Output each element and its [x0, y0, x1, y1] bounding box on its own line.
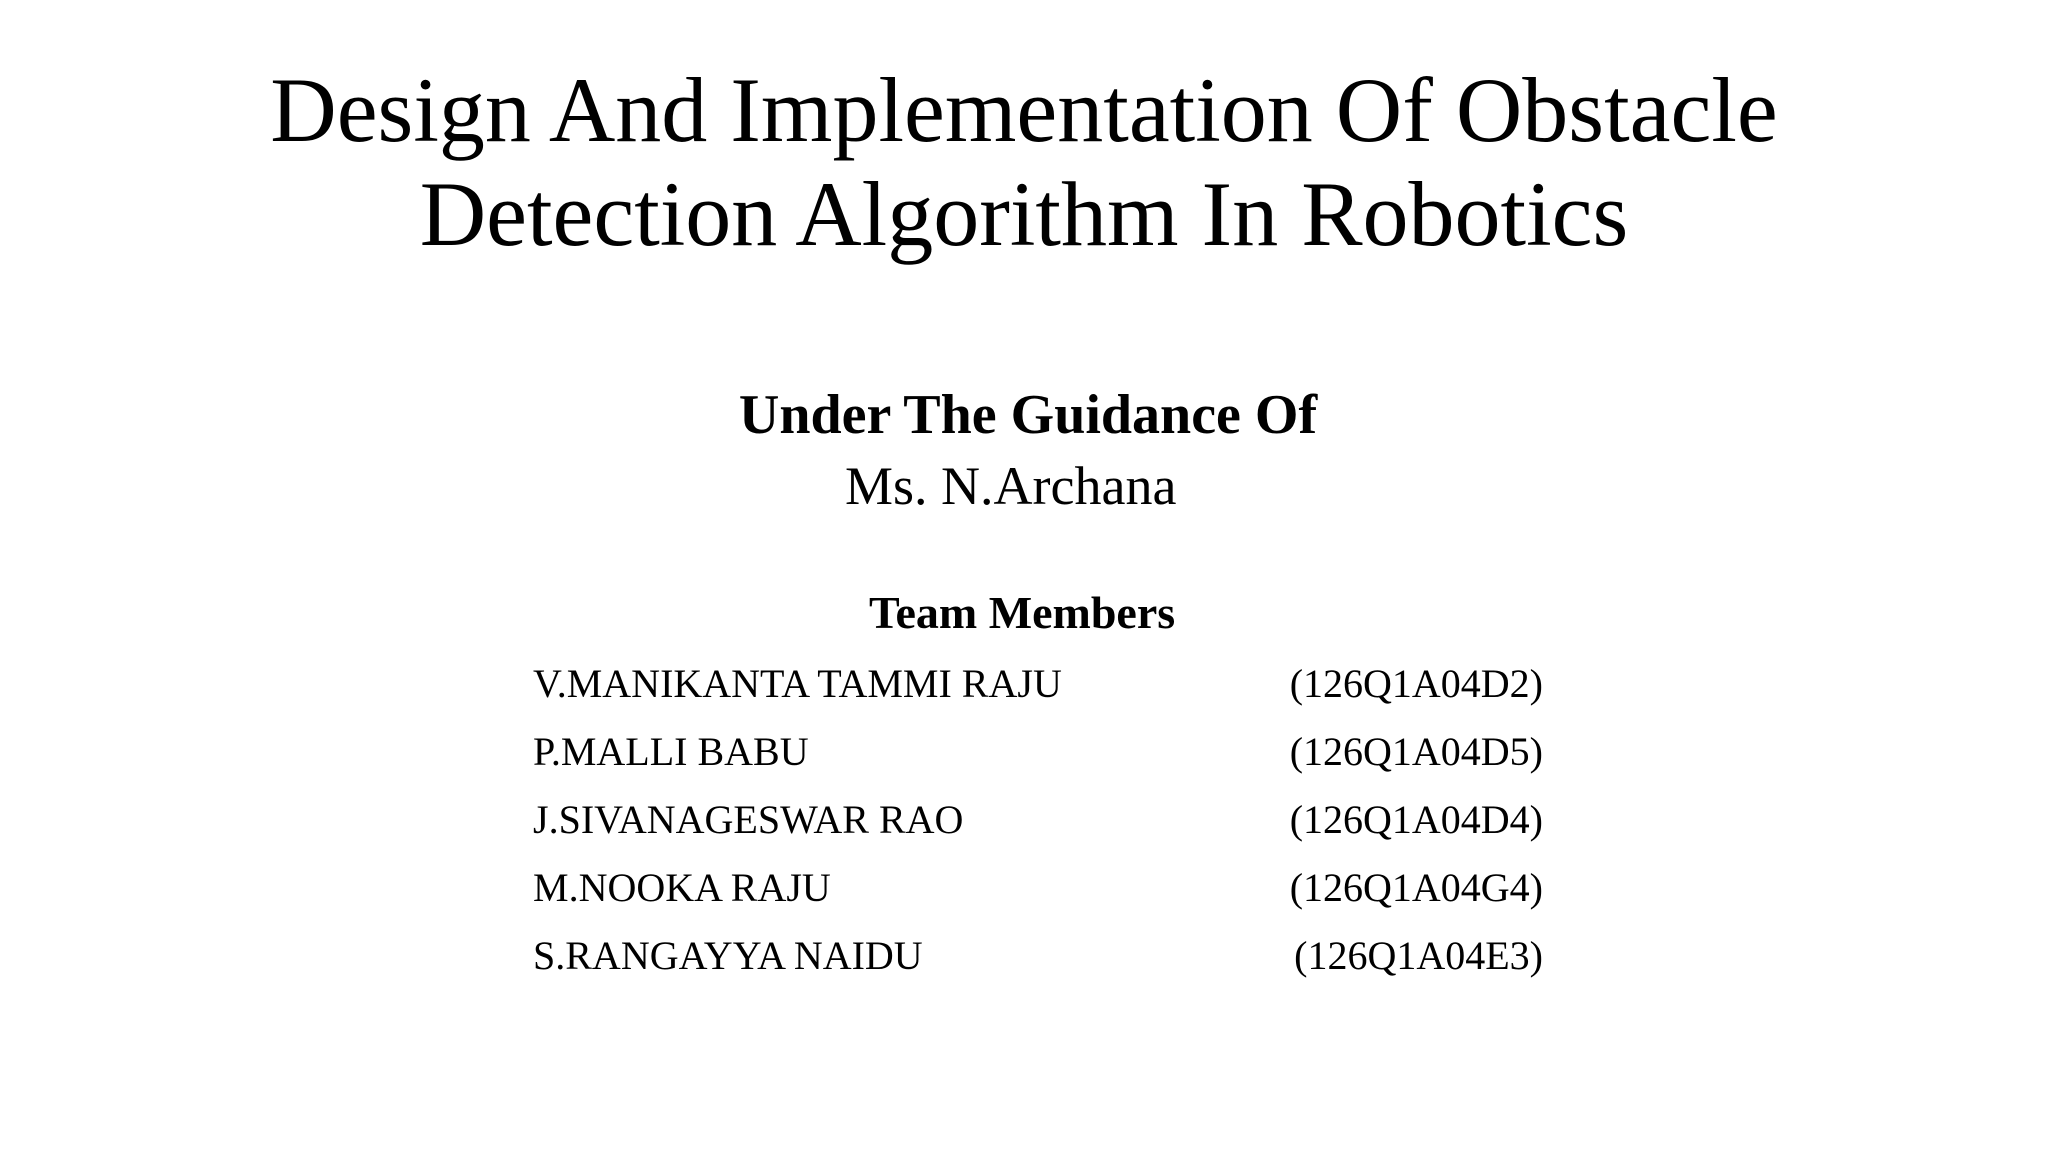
slide-title	[0, 58, 2048, 266]
guidance-label: Under The Guidance Of	[738, 384, 1318, 446]
member-row	[533, 724, 1543, 792]
title-line-1: Design And Implementation Of Obstacle	[270, 59, 1778, 161]
guide-name: Ms. N.Archana	[845, 456, 1177, 516]
member-id: (126Q1A04G4)	[1289, 865, 1543, 910]
member-name: P.MALLI BABU	[533, 729, 809, 774]
member-id: (126Q1A04E3)	[1294, 933, 1543, 978]
member-row	[533, 792, 1543, 860]
team-members-list	[533, 656, 1543, 996]
member-name: M.NOOKA RAJU	[533, 865, 831, 910]
member-id: (126Q1A04D4)	[1289, 797, 1543, 842]
member-row	[533, 928, 1543, 996]
member-row	[533, 656, 1543, 724]
team-heading: Team Members	[869, 587, 1176, 638]
member-name: V.MANIKANTA TAMMI RAJU	[533, 661, 1062, 706]
member-row	[533, 860, 1543, 928]
guidance-section	[0, 380, 2048, 450]
member-name: S.RANGAYYA NAIDU	[533, 933, 923, 978]
member-name: J.SIVANAGESWAR RAO	[533, 797, 964, 842]
member-id: (126Q1A04D2)	[1289, 661, 1543, 706]
title-line-2: Detection Algorithm In Robotics	[419, 163, 1629, 265]
member-id: (126Q1A04D5)	[1289, 729, 1543, 774]
